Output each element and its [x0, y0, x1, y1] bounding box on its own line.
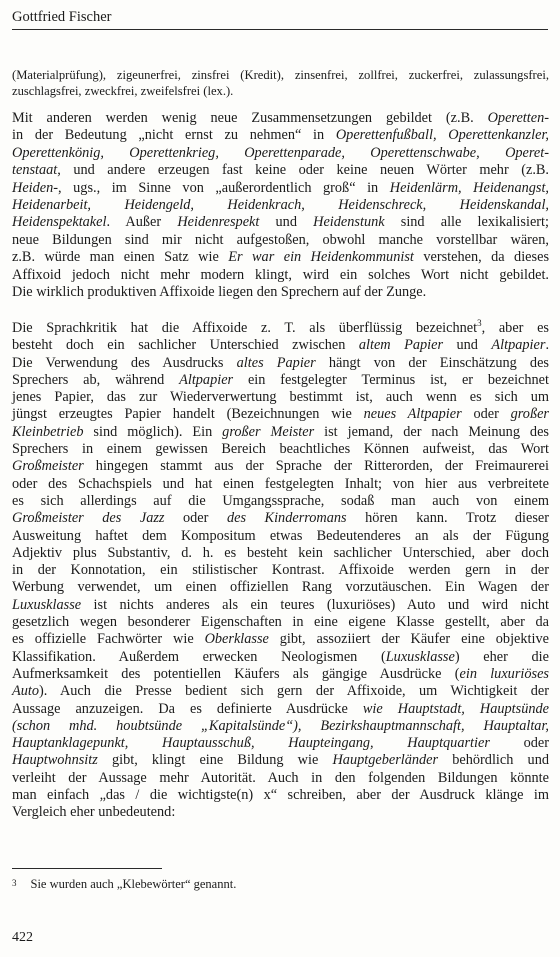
- text-line: Klassifikation. Außerdem erwecken Neologismen (Luxusklasse) eher die: [12, 648, 549, 665]
- text-line: Vergleich eher unbedeutend:: [12, 804, 176, 821]
- text-line: jüngst erzeugtes Papier handelt (Bezeichnungen wie neues Altpapier oder großer: [12, 406, 549, 423]
- text-line: besteht doch ein sachlicher Unterschied zwischen altem Papier und Altpapier.: [12, 337, 550, 354]
- text-line: Großmeister hingegen stammt aus der Sprache der Ritterorden, der Freimaurerei: [12, 458, 549, 475]
- continuation-list: [12, 68, 549, 99]
- text-line: Die Verwendung des Ausdrucks altes Papier hängt von der Einschätzung des: [12, 354, 549, 371]
- text-line: Die wirklich produktiven Affixoide liegen den Sprechern auf der Zunge.: [12, 284, 427, 301]
- text-line: in der Bedeutung „nicht ernst zu nehmen“ in Operettenfußball, Operettenkanzler,: [12, 127, 549, 144]
- text-line: Aufmerksamkeit des potentiellen Käufers als gängige Ausdrücke (ein luxuriöses: [12, 665, 549, 682]
- text-line: Großmeister des Jazz oder des Kinderromans hören kann. Trotz dieser: [12, 510, 549, 527]
- text-line: zuschlagsfrei, zweckfrei, zweifelsfrei (lex.).: [12, 83, 234, 98]
- footnote-text: Sie wurden auch „Klebewörter“ genannt.: [30, 877, 237, 891]
- text-line: es sich allerdings auf die Umgangssprache, sodaß man auch von einem: [12, 492, 549, 509]
- text-line: Adjektiv plus Substantiv, d. h. es besteht kein sachlicher Unterschied, aber doch: [12, 544, 549, 561]
- text-line: man einfach „das / die wichtigste(n) x“ schreiben, aber der Ausdruck klänge im: [12, 787, 549, 804]
- text-line: Kleinbetrieb sind möglich). Ein großer Meister ist jemand, der nach Meinung des: [12, 423, 549, 440]
- text-line: oder des Schachspiels und hat einen festgelegten Inhalt; von hier aus verbreitete: [12, 475, 549, 492]
- text-line: Affixoid jedoch nicht mehr modern klingt, wird ein solches Wort nicht gebildet.: [12, 266, 549, 283]
- text-line: Hauptwohnsitz gibt, klingt eine Bildung wie Hauptgeberländer behördlich und: [12, 752, 549, 769]
- text-line: Werbung verwendet, um einen offiziellen Rang vorzutäuschen. Ein Wagen der: [12, 579, 549, 596]
- text-line: Die Sprachkritik hat die Affixoide z. T. als überflüssig bezeichnet$^3$, aber es: [12, 318, 549, 336]
- footnote-mark: 3: [12, 878, 17, 888]
- text-line: neue Bildungen sind mir nicht aufgestoßen, obwohl manche vorstellbar wären,: [12, 231, 549, 248]
- text-line: Operettenkönig, Operettenkrieg, Operettenparade, Operettenschwabe, Operet-: [12, 144, 549, 161]
- text-line: (schon mhd. houbtsünde „Kapitalsünde“), Bezirkshauptmannschaft, Hauptaltar,: [12, 717, 549, 734]
- text-line: Luxusklasse ist nichts anderes als ein teures (luxuriöses) Auto und wird nicht: [12, 596, 549, 613]
- header-author: Gottfried Fischer: [12, 9, 112, 25]
- text-line: Auto). Auch die Presse bedient sich gern der Affixoide, um Wichtigkeit der: [12, 683, 549, 700]
- text-line: Ausweitung haftet dem Kompositum etwas Bedeutenderes an als der Fügung: [12, 527, 549, 544]
- text-line: Heidenspektakel. Außer Heidenrespekt und Heidenstunk sind alle lexikalisiert;: [12, 214, 549, 231]
- text-line: verleiht der Aussage mehr Autorität. Auch in den folgenden Bildungen könnte: [12, 769, 549, 786]
- text-line: Sprechers in einem gewissen Bereich beachtliches Können aufweist, das Wort: [12, 441, 549, 458]
- text-line: Sprechers ab, während Altpapier ein festgelegter Terminus ist, er bezeichnet: [12, 371, 549, 388]
- paragraph-1: [12, 110, 549, 301]
- footnote-rule: [12, 868, 162, 869]
- text-line: gesetzlich wegen besonderer Eigenschaften in eine eigene Klasse gestellt, aber da: [12, 614, 549, 631]
- footnote: [12, 877, 542, 892]
- text-line: Aussage anzuzeigen. Da es definierte Ausdrücke wie Hauptstadt, Hauptsünde: [12, 700, 549, 717]
- text-line: z.B. würde man einen Satz wie Er war ein Heidenkommunist verstehen, da dieses: [12, 249, 550, 266]
- text-line: tenstaat, und andere erzeugen fast keine oder keine neuen Wörter mehr (z.B.: [12, 162, 549, 179]
- text-line: jenes Papier, das zur Wiederverwertung bestimmt ist, auch wenn es sich um: [12, 389, 549, 406]
- running-header: [12, 8, 548, 30]
- text-line: Mit anderen werden wenig neue Zusammensetzungen gebildet (z.B. Operetten-: [12, 110, 549, 126]
- text-line: Heiden-, ugs., im Sinne von „außerordentlich groß“ in Heidenlärm, Heidenangst,: [12, 179, 549, 196]
- text-line: es offizielle Fachwörter wie Oberklasse gibt, assoziiert der Käufer eine objektive: [12, 631, 549, 648]
- text-line: Hauptanklagepunkt, Hauptausschuß, Haupteingang, Hauptquartier oder: [12, 735, 549, 752]
- page-number: 422: [12, 930, 33, 945]
- text-line: in der Konnotation, ein stilistischer Kontrast. Affixoide werden gern in der: [12, 562, 549, 579]
- paragraph-2: [12, 320, 549, 822]
- text-line: Heidenarbeit, Heidengeld, Heidenkrach, Heidenschreck, Heidenskandal,: [12, 197, 549, 214]
- text-line: (Materialprüfung), zigeunerfrei, zinsfrei (Kredit), zinsenfrei, zollfrei, zuckerfrei, zulassungsfrei,: [12, 68, 549, 82]
